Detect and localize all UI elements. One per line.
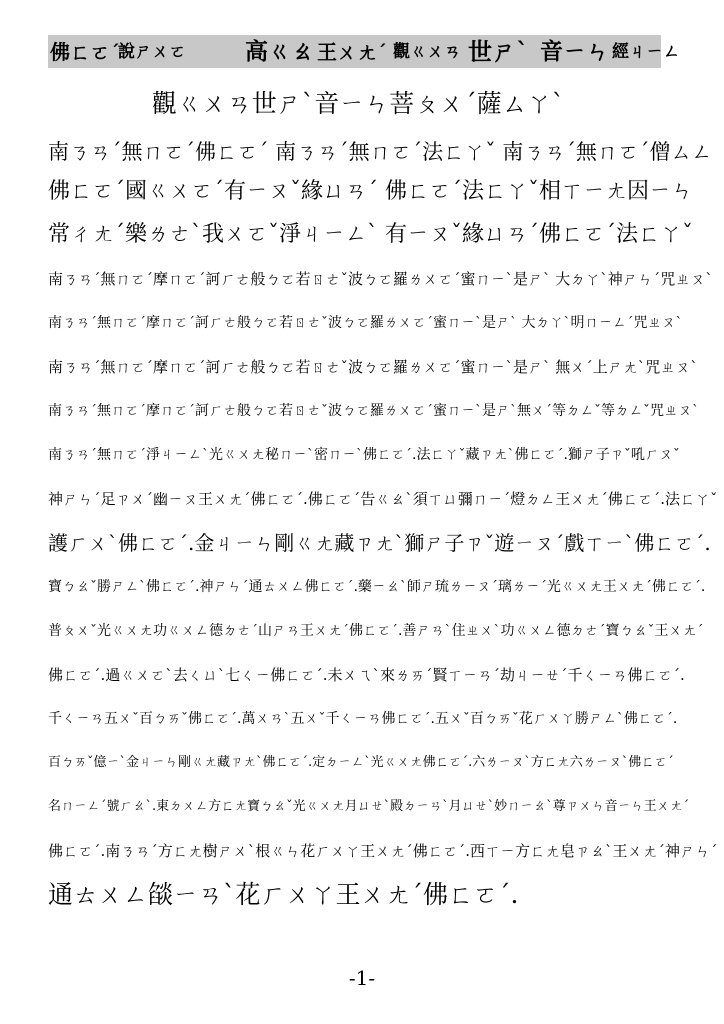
page-number: -1- <box>348 966 376 990</box>
text-line: 南ㄋㄢˊ無ㄇㄛˊ摩ㄇㄛˊ訶ㄏㄜ般ㄅㄛ若ㄖㄜˇ波ㄅㄛ羅ㄌㄨㄛˊ蜜ㄇㄧˋ是ㄕˋ 無ㄨˊ上ㄕㄤˋ咒ㄓㄡˋ <box>48 358 698 376</box>
text-line: 觀ㄍㄨㄢ世ㄕˋ音ㄧㄣ菩ㄆㄨˊ薩ㄙㄚˋ <box>151 89 565 118</box>
text-line: 南ㄋㄢˊ無ㄇㄛˊ摩ㄇㄛˊ訶ㄏㄜ般ㄅㄛ若ㄖㄜˇ波ㄅㄛ羅ㄌㄨㄛˊ蜜ㄇㄧˋ是ㄕˋ 大ㄉㄚˋ神ㄕㄣˊ咒ㄓㄡˋ <box>48 270 713 288</box>
text-line: 普ㄆㄨˇ光ㄍㄨㄤ功ㄍㄨㄥ德ㄉㄜˊ山ㄕㄢ王ㄨㄤˊ佛ㄈㄛˊ.善ㄕㄢˋ住ㄓㄨˋ功ㄍㄨㄥ德ㄉㄜˊ寶ㄅㄠˇ王ㄨㄤˊ <box>48 623 704 639</box>
text-line: 通ㄊㄨㄥ燄ㄧㄢˋ花ㄏㄨㄚ王ㄨㄤˊ佛ㄈㄛˊ. <box>48 880 519 909</box>
text-line: 常ㄔㄤˊ樂ㄌㄜˋ我ㄨㄛˇ淨ㄐㄧㄥˋ 有ㄧㄡˇ緣ㄩㄢˊ佛ㄈㄛˊ法ㄈㄚˇ <box>48 222 693 247</box>
text-line: 南ㄋㄢˊ無ㄇㄛˊ淨ㄐㄧㄥˋ光ㄍㄨㄤ秘ㄇㄧˋ密ㄇㄧˋ佛ㄈㄛˊ.法ㄈㄚˇ藏ㄗㄤˋ佛ㄈㄛˊ.獅ㄕ子ㄗˇ吼ㄏㄡˇ <box>48 447 680 463</box>
text-line: 百ㄅㄞˇ億ㄧˋ金ㄐㄧㄣ剛ㄍㄤ藏ㄗㄤˋ佛ㄈㄛˊ.定ㄉㄧㄥˋ光ㄍㄨㄤ佛ㄈㄛˊ.六ㄌㄧㄡˋ方ㄈㄤ六ㄌㄧㄡˋ佛ㄈㄛˊ <box>48 755 674 770</box>
title-char: 世ㄕˋ <box>468 37 528 66</box>
text-line: 寶ㄅㄠˇ勝ㄕㄥˋ佛ㄈㄛˊ.神ㄕㄣˊ通ㄊㄨㄥ佛ㄈㄛˊ.藥ㄧㄠˋ師ㄕ琉ㄌㄧㄡˊ璃ㄌㄧˊ光ㄍㄨㄤ王ㄨㄤˊ佛ㄈㄛˊ. <box>48 579 706 595</box>
title-char: 說ㄕㄨㄛ <box>118 42 186 62</box>
text-line: 名ㄇㄧㄥˊ號ㄏㄠˋ.東ㄉㄨㄥ方ㄈㄤ寶ㄅㄠˇ光ㄍㄨㄤ月ㄩㄝˋ殿ㄉㄧㄢˋ月ㄩㄝˋ妙ㄇㄧㄠˋ尊ㄗㄨㄣ音ㄧㄣ王ㄨㄤˊ <box>48 799 690 814</box>
text-line: 護ㄏㄨˋ佛ㄈㄛˊ.金ㄐㄧㄣ剛ㄍㄤ藏ㄗㄤˋ獅ㄕ子ㄗˇ遊ㄧㄡˊ戲ㄒㄧˋ佛ㄈㄛˊ. <box>48 531 711 555</box>
title-char: 王ㄨㄤˊ <box>317 40 387 64</box>
text-line: 佛ㄈㄛˊ.過ㄍㄨㄛˋ去ㄑㄩˋ七ㄑㄧ佛ㄈㄛˊ.未ㄨㄟˋ來ㄌㄞˊ賢ㄒㄧㄢˊ劫ㄐㄧㄝˊ千ㄑㄧㄢ佛ㄈㄛˊ. <box>48 666 685 684</box>
title-char: 高ㄍㄠ <box>245 38 314 65</box>
text-line: 神ㄕㄣˊ足ㄗㄨˊ幽ㄧㄡ王ㄨㄤˊ佛ㄈㄛˊ.佛ㄈㄛˊ告ㄍㄠˋ須ㄒㄩ彌ㄇㄧˊ燈ㄉㄥ王ㄨㄤˊ佛ㄈㄛˊ.法ㄈㄚˇ <box>48 490 718 508</box>
title-char: 經ㄐㄧㄥ <box>612 42 680 62</box>
text-line: 南ㄋㄢˊ無ㄇㄛˊ佛ㄈㄛˊ 南ㄋㄢˊ無ㄇㄛˊ法ㄈㄚˇ 南ㄋㄢˊ無ㄇㄛˊ僧ㄙㄥ <box>48 140 713 164</box>
text-line: 佛ㄈㄛˊ.南ㄋㄢˊ方ㄈㄤ樹ㄕㄨˋ根ㄍㄣ花ㄏㄨㄚ王ㄨㄤˊ佛ㄈㄛˊ.西ㄒㄧ方ㄈㄤ皂ㄗㄠˋ王ㄨㄤˊ神ㄕㄣˊ <box>48 842 718 860</box>
text-line: 千ㄑㄧㄢ五ㄨˇ百ㄅㄞˇ佛ㄈㄛˊ.萬ㄨㄢˋ五ㄨˇ千ㄑㄧㄢ佛ㄈㄛˊ.五ㄨˇ百ㄅㄞˇ花ㄏㄨㄚ勝ㄕㄥˋ佛ㄈㄛˊ. <box>48 711 678 727</box>
text-line: 南ㄋㄢˊ無ㄇㄛˊ摩ㄇㄛˊ訶ㄏㄜ般ㄅㄛ若ㄖㄜˇ波ㄅㄛ羅ㄌㄨㄛˊ蜜ㄇㄧˋ是ㄕˋ 大ㄉㄚˋ明ㄇㄧㄥˊ咒ㄓㄡˋ <box>48 315 683 331</box>
text-line: 南ㄋㄢˊ無ㄇㄛˊ摩ㄇㄛˊ訶ㄏㄜ般ㄅㄛ若ㄖㄜˇ波ㄅㄛ羅ㄌㄨㄛˊ蜜ㄇㄧˋ是ㄕˋ無ㄨˊ等ㄉㄥˇ等ㄉㄥˇ咒ㄓㄡˋ <box>48 403 699 419</box>
title-char: 觀ㄍㄨㄢ <box>393 42 461 62</box>
title-char: 音ㄧㄣ <box>540 38 609 65</box>
title-char: 佛ㄈㄛˊ <box>50 40 120 64</box>
text-line: 佛ㄈㄛˊ國ㄍㄨㄛˊ有ㄧㄡˇ緣ㄩㄢˊ 佛ㄈㄛˊ法ㄈㄚˇ相ㄒㄧㄤ因ㄧㄣ <box>48 179 693 204</box>
